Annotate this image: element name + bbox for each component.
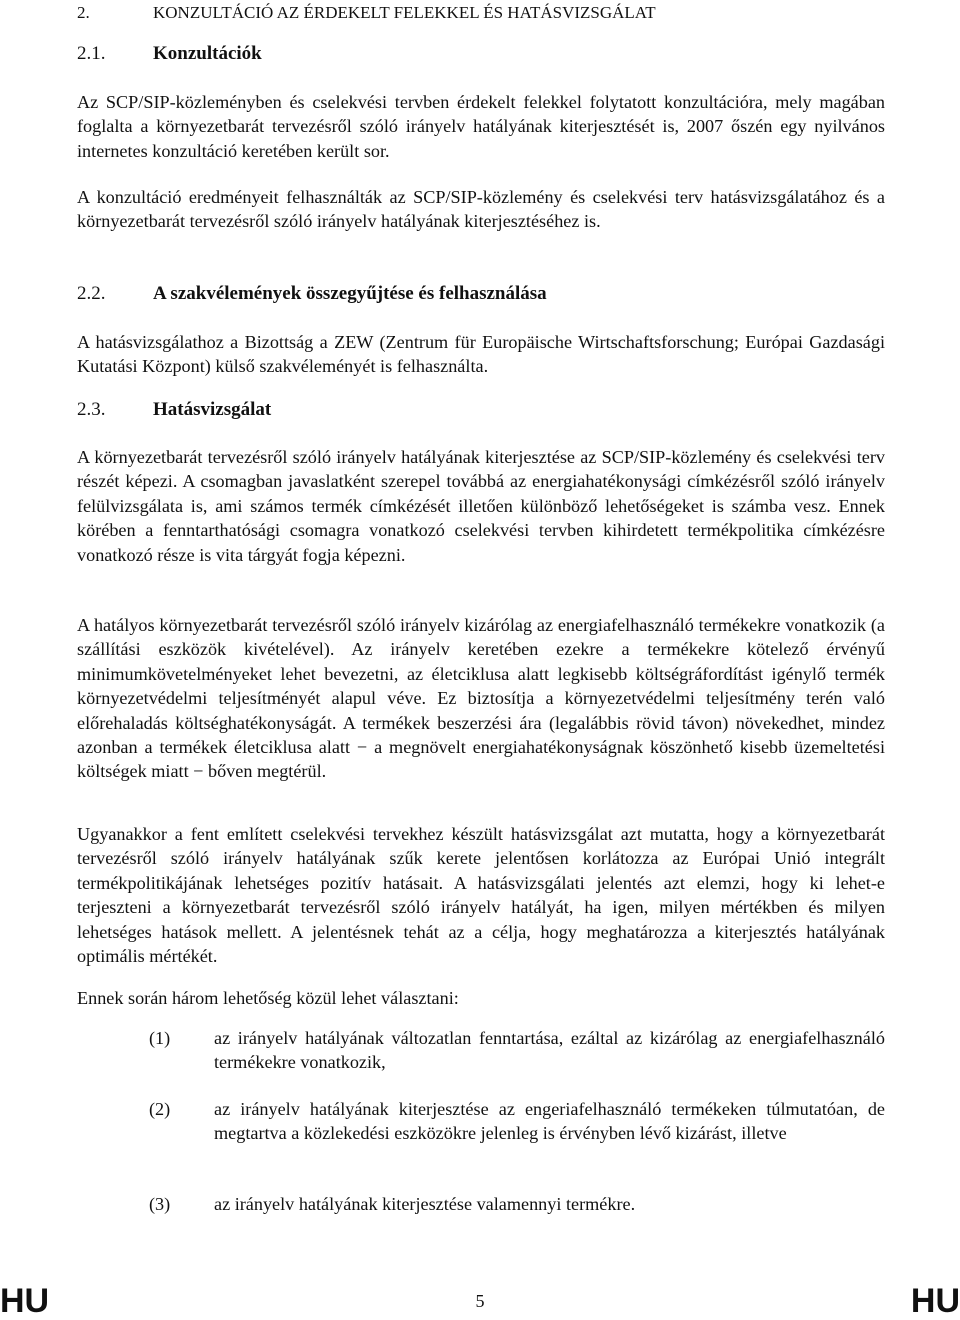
paragraph: A hatályos környezetbarát tervezésről szóló irányelv kizárólag az energiafelhasználó termékekre vonatkozik (a szállítási eszközök kivételével). Az irányelv keretében ezekre a termékekre kötelező érvényű minimumkövetelményeket lehet bevezetni, az életciklusa alatt legkisebb költségráfordítást igénylő termék környezetvédelmi teljesítményét alapul véve. Ez biztosítja a környezetvédelmi teljesítmény terén való előrehaladás költséghatékonyságát. A termékek beszerzési ára (legalábbis rövid távon) növekedhet, mindez azonban a termékek életciklusa alatt − a megnövelt energiahatékonyságnak köszönhető kisebb üzemeltetési költségek miatt − bőven megtérül. <box>77 615 885 782</box>
section-number: 2.3. <box>77 399 106 420</box>
chapter-number: 2. <box>77 3 90 22</box>
list-item <box>149 1026 885 1075</box>
section-heading-2-2 <box>77 282 547 306</box>
list-item-number: (3) <box>149 1194 171 1214</box>
section-heading-2-3 <box>77 398 271 422</box>
paragraph: A konzultáció eredményeit felhasználták az SCP/SIP-közlemény és cselekvési terv hatásvizsgálatához és a környezetbarát tervezésről szóló irányelv hatályának kiterjesztéséhez is. <box>77 187 885 232</box>
paragraph: A hatásvizsgálathoz a Bizottság a ZEW (Zentrum für Europäische Wirtschaftsforschung; Európai Gazdasági Kutatási Központ) külső szakvéleményét is felhasználta. <box>77 332 885 377</box>
footer-language-right: HU <box>910 1282 960 1320</box>
section-heading-2-1 <box>77 42 262 66</box>
list-item-text: az irányelv hatályának változatlan fenntartása, ezáltal az kizárólag az energiafelhasználó termékekre vonatkozik, <box>214 1028 885 1073</box>
section-title: A szakvélemények összegyűjtése és felhasználása <box>153 283 547 304</box>
list-item <box>149 1192 885 1216</box>
list-item <box>149 1097 885 1146</box>
section-title: Hatásvizsgálat <box>153 399 272 420</box>
section-number: 2.1. <box>77 43 106 64</box>
page-number: 5 <box>475 1291 485 1311</box>
chapter-heading <box>77 0 656 26</box>
list-item-text: az irányelv hatályának kiterjesztése az engeriafelhasználó termékeken túlmutatóan, de megtartva a közlekedési eszközökre jelenleg is érvényben lévő kizárást, illetve <box>214 1099 885 1144</box>
paragraph: A környezetbarát tervezésről szóló irányelv hatályának kiterjesztése az SCP/SIP-közlemény és cselekvési terv részét képezi. A csomagban javaslatként szerepel továbbá az energiahatékonysági címkézésről szóló irányelv felülvizsgálata is, ami számos termék címkézését illetően különböző lehetőségeket is számba vesz. Ennek körében a fenntarthatósági csomagra vonatkozó cselekvési tervben kihirdetett termékpolitika címkézésre vonatkozó része is vita tárgyát fogja képezni. <box>77 447 885 565</box>
section-number: 2.2. <box>77 283 106 304</box>
paragraph: Az SCP/SIP-közleményben és cselekvési tervben érdekelt felekkel folytatott konzultációra, mely magában foglalta a környezetbarát tervezésről szóló irányelv hatályának kiterjesztését is, 2007 őszén egy nyilvános internetes konzultáció keretében került sor. <box>77 92 885 161</box>
chapter-title: KONZULTÁCIÓ AZ ÉRDEKELT FELEKKEL ÉS HATÁSVIZSGÁLAT <box>153 3 656 22</box>
list-item-text: az irányelv hatályának kiterjesztése valamennyi termékre. <box>214 1194 636 1214</box>
list-item-number: (1) <box>149 1028 171 1048</box>
paragraph: Ugyanakkor a fent említett cselekvési tervekhez készült hatásvizsgálat azt mutatta, hogy a környezetbarát tervezésről szóló irányelv hatályának szűk kerete jelentősen korlátozza az Európai Unió integrált termékpolitikájának lehetséges pozitív hatásait. A hatásvizsgálati jelentés azt elemzi, hogy ki lehet-e terjeszteni a környezetbarát tervezésről szóló irányelv hatályát, ha igen, milyen mértékben és milyen lehetséges hatások mellett. A jelentésnek tehát az a célja, hogy meghatározza a kiterjesztés hatályának optimális mértékét. <box>77 824 885 967</box>
section-title: Konzultációk <box>153 43 262 64</box>
list-item-number: (2) <box>149 1099 171 1119</box>
paragraph: Ennek során három lehetőség közül lehet választani: <box>77 988 459 1008</box>
footer-language-left: HU <box>0 1282 50 1320</box>
